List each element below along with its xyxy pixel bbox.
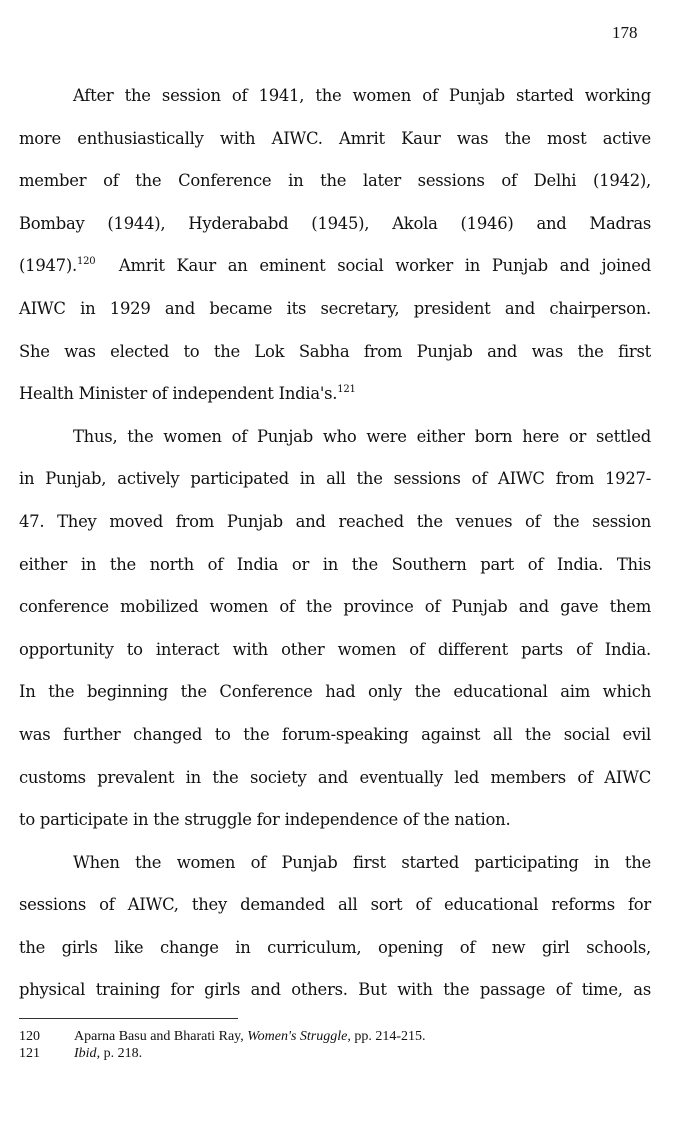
paragraph-2-line-1: Thus, the women of Punjab who were either born here or settled <box>73 426 651 446</box>
footnote-ref-121[interactable]: 121 <box>337 384 356 396</box>
paragraph-1-line-5 <box>19 245 651 288</box>
paragraph-2-line-7: In the beginning the Conference had only the educational aim which <box>19 682 651 702</box>
text-fragment: (1947). <box>19 256 77 276</box>
footnote-121 <box>19 1045 426 1062</box>
paragraph-3-line-4: physical training for girls and others. But with the passage of time, as <box>19 980 651 1000</box>
text-fragment: Amrit Kaur an eminent social worker in Punjab and joined <box>95 256 651 276</box>
footnote-author: Aparna Basu and Bharati Ray, <box>74 1029 248 1044</box>
paragraph-1-line-8 <box>19 373 651 416</box>
footnote-text <box>74 1045 142 1062</box>
paragraph-1-line-4: Bombay (1944), Hyderababd (1945), Akola (1946) and Madras <box>19 213 651 233</box>
paragraph-3-line-3: the girls like change in curriculum, opening of new girl schools, <box>19 937 651 957</box>
paragraph-2-line-5: conference mobilized women of the province of Punjab and gave them <box>19 597 651 617</box>
paragraph-1-line-2: more enthusiastically with AIWC. Amrit Kaur was the most active <box>19 128 651 148</box>
paragraph-2-line-6: opportunity to interact with other women of different parts of India. <box>19 639 651 659</box>
paragraph-1-line-7: She was elected to the Lok Sabha from Punjab and was the first <box>19 341 651 361</box>
paragraph-3-line-1: When the women of Punjab first started participating in the <box>73 852 651 872</box>
footnote-separator <box>19 1018 238 1019</box>
footnote-number: 120 <box>19 1029 40 1044</box>
paragraph-2-line-9: customs prevalent in the society and eventually led members of AIWC <box>19 767 651 787</box>
footnotes <box>19 1028 426 1062</box>
body-text <box>19 75 651 1012</box>
page-number: 178 <box>612 23 638 42</box>
footnote-title: Ibid <box>74 1046 97 1061</box>
footnote-number: 121 <box>19 1046 40 1061</box>
paragraph-2-line-3: 47. They moved from Punjab and reached the venues of the session <box>19 511 651 531</box>
paragraph-2-line-2: in Punjab, actively participated in all the sessions of AIWC from 1927- <box>19 469 651 489</box>
paragraph-2-line-4: either in the north of India or in the Southern part of India. This <box>19 554 651 574</box>
footnote-title: Women's Struggle <box>247 1029 348 1044</box>
paragraph-3-line-2: sessions of AIWC, they demanded all sort of educational reforms for <box>19 895 651 915</box>
paragraph-1-line-3: member of the Conference in the later sessions of Delhi (1942), <box>19 171 651 191</box>
paragraph-1-line-6: AIWC in 1929 and became its secretary, president and chairperson. <box>19 298 651 318</box>
footnote-pages: , p. 218. <box>96 1046 143 1061</box>
paragraph-2-line-8: was further changed to the forum-speaking against all the social evil <box>19 724 651 744</box>
paragraph-1-line-1: After the session of 1941, the women of Punjab started working <box>73 86 651 105</box>
paragraph-2-line-10: to participate in the struggle for independence of the nation. <box>19 810 511 830</box>
text-fragment: Health Minister of independent India's. <box>19 384 338 404</box>
footnote-120 <box>19 1028 426 1045</box>
footnote-pages: , pp. 214-215. <box>347 1029 426 1044</box>
footnote-ref-120[interactable]: 120 <box>76 256 96 268</box>
footnote-text <box>74 1028 426 1045</box>
